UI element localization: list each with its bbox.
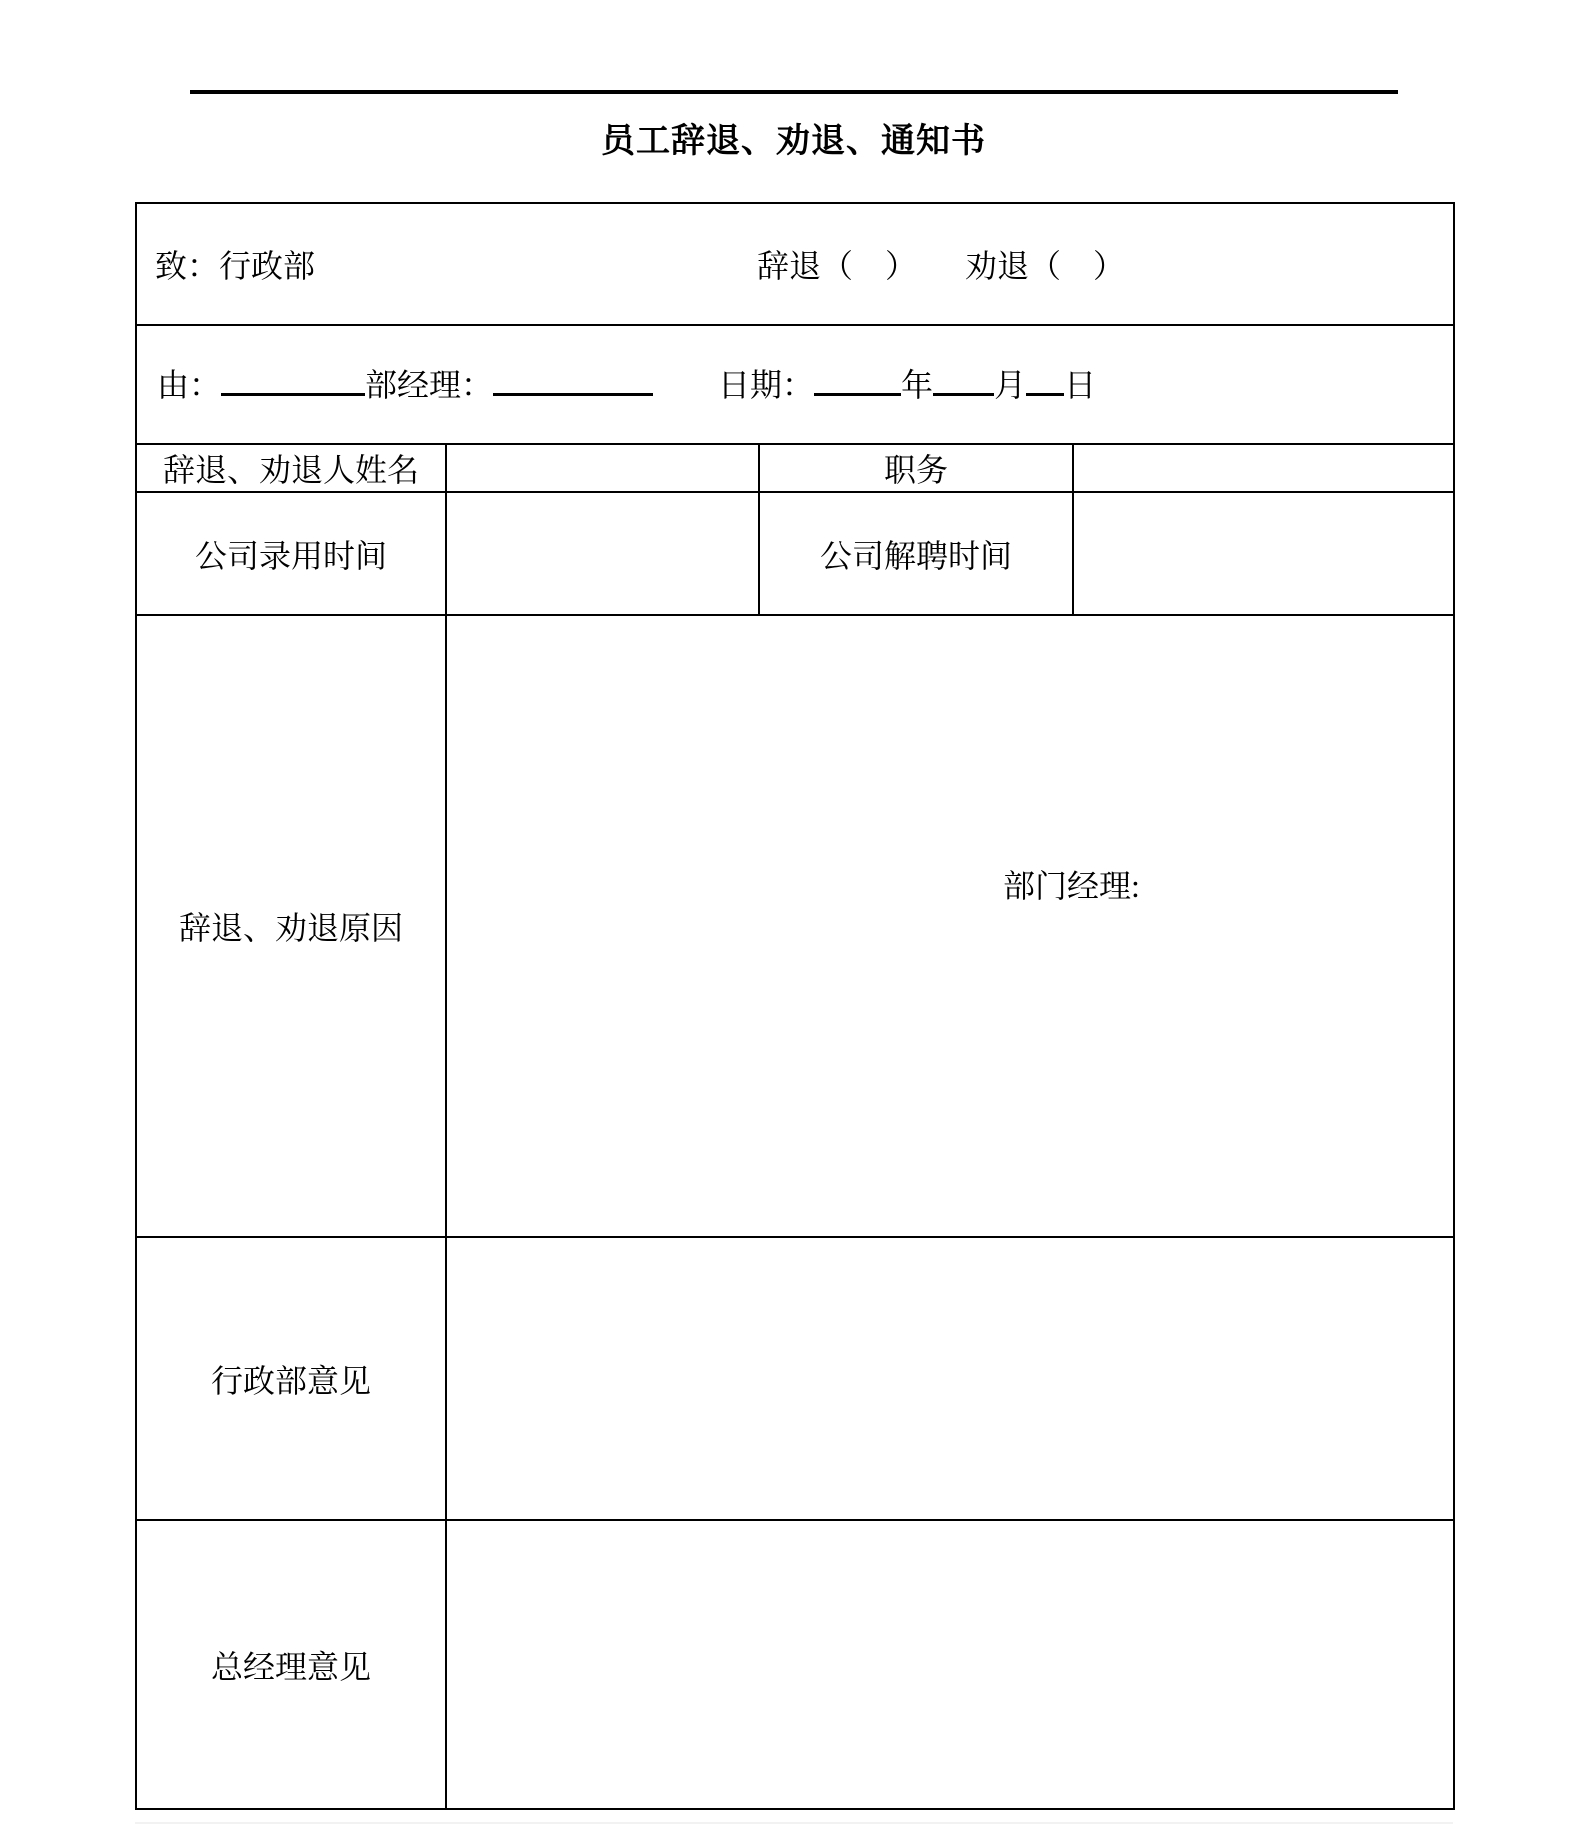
line-text: 日期： [718, 366, 815, 403]
blank-fill-line[interactable] [493, 393, 653, 396]
document-title: 员工辞退、劝退、通知书 [601, 123, 986, 160]
recipient-row-cell [136, 203, 1454, 325]
issuer-date-line [137, 363, 1453, 407]
blank-fill-line[interactable] [1026, 393, 1064, 396]
blank-fill-line[interactable] [814, 393, 901, 396]
issuer-date-cell [136, 325, 1454, 444]
line-text: 月 [994, 366, 1027, 403]
dismiss-date-label-cell: 公司解聘时间 [759, 492, 1073, 615]
header-rule [190, 90, 1398, 94]
dept-manager-label: 部门经理: [1003, 868, 1140, 904]
gm-opinion-label-cell: 总经理意见 [136, 1520, 446, 1809]
line-text: 日 [1064, 366, 1097, 403]
hire-date-value-cell[interactable] [446, 492, 759, 615]
blank-fill-line[interactable] [933, 393, 994, 396]
dismiss-options-label: 辞退（ ） 劝退（ ） [757, 248, 1126, 284]
line-text: 年 [901, 366, 934, 403]
name-label-cell: 辞退、劝退人姓名 [136, 444, 446, 492]
blank-fill-line[interactable] [221, 393, 365, 396]
admin-opinion-content-cell[interactable] [446, 1237, 1454, 1520]
admin-opinion-label-cell: 行政部意见 [136, 1237, 446, 1520]
gm-opinion-content-cell[interactable] [446, 1520, 1454, 1809]
recipient-label: 致：行政部 [155, 248, 316, 284]
page-bottom-shadow [135, 1822, 1453, 1824]
reason-content-cell[interactable] [446, 615, 1454, 1237]
line-text: 由： [157, 366, 222, 403]
position-value-cell[interactable] [1073, 444, 1454, 492]
name-value-cell[interactable] [446, 444, 759, 492]
reason-label-cell: 辞退、劝退原因 [136, 615, 446, 1237]
position-label-cell: 职务 [759, 444, 1073, 492]
dismissal-form-table [135, 202, 1455, 1810]
dismiss-date-value-cell[interactable] [1073, 492, 1454, 615]
hire-date-label-cell: 公司录用时间 [136, 492, 446, 615]
line-text: 部经理： [365, 366, 494, 403]
